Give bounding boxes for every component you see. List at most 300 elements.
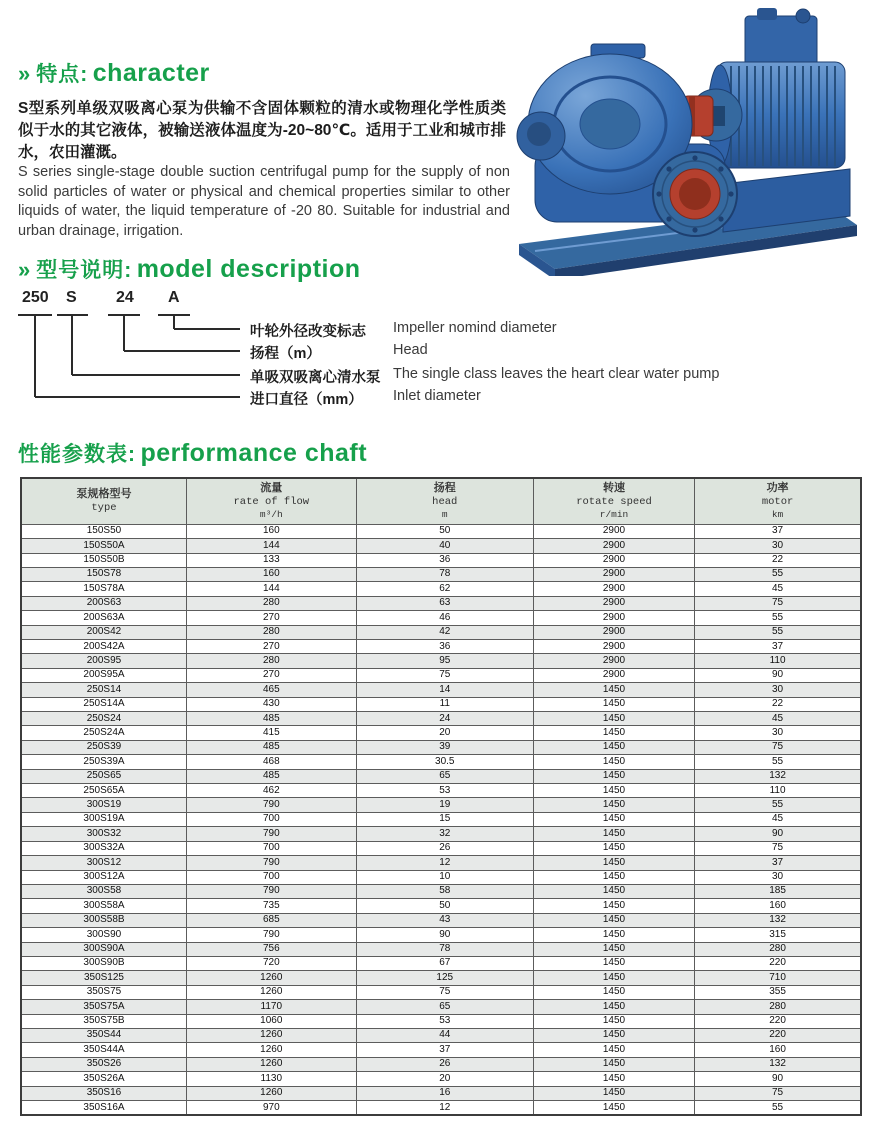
column-header-power bbox=[695, 478, 861, 524]
table-cell: 300S58B bbox=[21, 913, 186, 927]
model-label-row bbox=[250, 342, 870, 363]
table-cell: 1170 bbox=[186, 1000, 356, 1014]
table-cell: 300S19 bbox=[21, 798, 186, 812]
table-cell: 462 bbox=[186, 784, 356, 798]
table-cell: 75 bbox=[356, 985, 533, 999]
table-row bbox=[21, 870, 861, 884]
table-row bbox=[21, 971, 861, 985]
table-cell: 200S42 bbox=[21, 625, 186, 639]
column-label-en: rate of flow bbox=[233, 495, 310, 508]
table-cell: 15 bbox=[356, 812, 533, 826]
table-cell: 37 bbox=[695, 856, 861, 870]
table-cell: 300S32 bbox=[21, 827, 186, 841]
table-cell: 250S65 bbox=[21, 769, 186, 783]
table-cell: 65 bbox=[356, 769, 533, 783]
table-cell: 1260 bbox=[186, 971, 356, 985]
column-header-speed bbox=[533, 478, 694, 524]
table-cell: 1450 bbox=[533, 913, 694, 927]
table-cell: 1130 bbox=[186, 1072, 356, 1086]
table-cell: 20 bbox=[356, 726, 533, 740]
table-cell: 1450 bbox=[533, 812, 694, 826]
table-cell: 1450 bbox=[533, 769, 694, 783]
table-cell: 95 bbox=[356, 654, 533, 668]
table-cell: 430 bbox=[186, 697, 356, 711]
table-cell: 1260 bbox=[186, 1043, 356, 1057]
table-cell: 160 bbox=[186, 524, 356, 538]
table-cell: 150S78A bbox=[21, 582, 186, 596]
table-cell: 300S19A bbox=[21, 812, 186, 826]
table-cell: 1450 bbox=[533, 712, 694, 726]
table-cell: 200S42A bbox=[21, 640, 186, 654]
table-row bbox=[21, 640, 861, 654]
table-cell: 90 bbox=[695, 668, 861, 682]
table-cell: 90 bbox=[356, 928, 533, 942]
section-heading-model-description bbox=[18, 254, 361, 284]
model-label-row bbox=[250, 366, 870, 387]
table-cell: 160 bbox=[695, 899, 861, 913]
table-cell: 110 bbox=[695, 654, 861, 668]
table-cell: 350S16 bbox=[21, 1086, 186, 1100]
model-label-zh: 单吸双吸离心清水泵 bbox=[250, 370, 381, 386]
table-cell: 350S75A bbox=[21, 1000, 186, 1014]
table-cell: 58 bbox=[356, 884, 533, 898]
table-cell: 1450 bbox=[533, 740, 694, 754]
table-cell: 2900 bbox=[533, 625, 694, 639]
pump-motor bbox=[690, 8, 845, 168]
table-cell: 315 bbox=[695, 928, 861, 942]
table-cell: 185 bbox=[695, 884, 861, 898]
table-cell: 700 bbox=[186, 870, 356, 884]
table-row bbox=[21, 985, 861, 999]
table-cell: 1450 bbox=[533, 683, 694, 697]
table-cell: 200S95 bbox=[21, 654, 186, 668]
performance-table-body bbox=[21, 524, 861, 1115]
table-cell: 37 bbox=[695, 640, 861, 654]
column-label-en: motor bbox=[761, 495, 794, 508]
table-row bbox=[21, 1028, 861, 1042]
table-cell: 790 bbox=[186, 827, 356, 841]
table-cell: 300S90B bbox=[21, 956, 186, 970]
column-label-zh: 转速 bbox=[603, 482, 625, 494]
table-cell: 26 bbox=[356, 1057, 533, 1071]
table-cell: 2900 bbox=[533, 567, 694, 581]
column-label-zh: 流量 bbox=[260, 482, 283, 494]
model-label-row bbox=[250, 320, 870, 341]
table-cell: 300S32A bbox=[21, 841, 186, 855]
table-cell: 1450 bbox=[533, 1057, 694, 1071]
table-cell: 355 bbox=[695, 985, 861, 999]
column-label-zh: 扬程 bbox=[433, 482, 456, 494]
table-cell: 790 bbox=[186, 928, 356, 942]
table-cell: 790 bbox=[186, 798, 356, 812]
model-code-diagram bbox=[0, 285, 880, 430]
table-cell: 19 bbox=[356, 798, 533, 812]
table-cell: 1450 bbox=[533, 1014, 694, 1028]
table-cell: 350S125 bbox=[21, 971, 186, 985]
table-cell: 2900 bbox=[533, 640, 694, 654]
table-cell: 270 bbox=[186, 640, 356, 654]
table-cell: 710 bbox=[695, 971, 861, 985]
table-cell: 700 bbox=[186, 841, 356, 855]
table-cell: 1450 bbox=[533, 928, 694, 942]
column-label-en: rotate speed bbox=[576, 495, 652, 508]
table-row bbox=[21, 654, 861, 668]
table-cell: 30 bbox=[695, 539, 861, 553]
table-row bbox=[21, 769, 861, 783]
table-cell: 790 bbox=[186, 856, 356, 870]
table-row bbox=[21, 697, 861, 711]
model-label-en: Inlet diameter bbox=[393, 388, 481, 404]
table-cell: 350S44 bbox=[21, 1028, 186, 1042]
table-cell: 300S58 bbox=[21, 884, 186, 898]
table-cell: 43 bbox=[356, 913, 533, 927]
table-cell: 1450 bbox=[533, 1101, 694, 1116]
table-cell: 1450 bbox=[533, 1000, 694, 1014]
character-paragraph-english: S series single-stage double suction centrifugal pump for the supply of non solid particles of water or physical and chemical properties similar to other liquids of water, the liquid temperature of -20 80. Suitable for industrial and urban drainage, irrigation. bbox=[18, 164, 510, 239]
table-cell: 485 bbox=[186, 740, 356, 754]
table-cell: 250S24 bbox=[21, 712, 186, 726]
chevron-marker-icon: » bbox=[18, 257, 31, 282]
table-cell: 1450 bbox=[533, 985, 694, 999]
table-cell: 53 bbox=[356, 784, 533, 798]
table-row bbox=[21, 668, 861, 682]
table-cell: 700 bbox=[186, 812, 356, 826]
table-cell: 720 bbox=[186, 956, 356, 970]
table-row bbox=[21, 553, 861, 567]
table-row bbox=[21, 1043, 861, 1057]
column-label-zh: 泵规格型号 bbox=[76, 487, 132, 500]
table-cell: 30.5 bbox=[356, 755, 533, 769]
table-cell: 2900 bbox=[533, 582, 694, 596]
table-cell: 350S16A bbox=[21, 1101, 186, 1116]
table-cell: 250S39 bbox=[21, 740, 186, 754]
table-cell: 250S14 bbox=[21, 683, 186, 697]
table-cell: 1450 bbox=[533, 1043, 694, 1057]
table-row bbox=[21, 1057, 861, 1071]
table-cell: 1450 bbox=[533, 870, 694, 884]
table-cell: 160 bbox=[695, 1043, 861, 1057]
table-cell: 132 bbox=[695, 1057, 861, 1071]
table-cell: 1450 bbox=[533, 971, 694, 985]
table-cell: 12 bbox=[356, 856, 533, 870]
section-heading-character bbox=[18, 58, 210, 88]
table-cell: 39 bbox=[356, 740, 533, 754]
table-cell: 12 bbox=[356, 1101, 533, 1116]
table-cell: 250S65A bbox=[21, 784, 186, 798]
table-cell: 50 bbox=[356, 524, 533, 538]
table-cell: 485 bbox=[186, 769, 356, 783]
table-cell: 45 bbox=[695, 812, 861, 826]
table-row bbox=[21, 1014, 861, 1028]
table-cell: 200S63A bbox=[21, 611, 186, 625]
table-cell: 1450 bbox=[533, 956, 694, 970]
table-cell: 150S50A bbox=[21, 539, 186, 553]
table-cell: 132 bbox=[695, 769, 861, 783]
heading-character-zh: 特点: bbox=[36, 63, 89, 86]
table-cell: 50 bbox=[356, 899, 533, 913]
table-cell: 75 bbox=[695, 841, 861, 855]
model-label-en: Head bbox=[393, 342, 428, 358]
table-cell: 300S90A bbox=[21, 942, 186, 956]
table-cell: 55 bbox=[695, 755, 861, 769]
table-cell: 144 bbox=[186, 539, 356, 553]
table-row bbox=[21, 884, 861, 898]
table-cell: 75 bbox=[695, 596, 861, 610]
section-heading-performance bbox=[18, 438, 367, 468]
table-row bbox=[21, 1086, 861, 1100]
model-label-en: The single class leaves the heart clear water pump bbox=[393, 366, 720, 382]
table-cell: 200S95A bbox=[21, 668, 186, 682]
table-row bbox=[21, 841, 861, 855]
table-cell: 44 bbox=[356, 1028, 533, 1042]
model-label-zh: 扬程（m） bbox=[250, 346, 321, 362]
model-code-part-impeller: A bbox=[168, 289, 180, 306]
table-cell: 14 bbox=[356, 683, 533, 697]
table-cell: 1450 bbox=[533, 841, 694, 855]
table-cell: 350S75 bbox=[21, 985, 186, 999]
table-row bbox=[21, 827, 861, 841]
table-row bbox=[21, 582, 861, 596]
table-row bbox=[21, 611, 861, 625]
table-cell: 1450 bbox=[533, 726, 694, 740]
column-unit: km bbox=[771, 508, 784, 520]
table-row bbox=[21, 942, 861, 956]
table-cell: 250S39A bbox=[21, 755, 186, 769]
table-cell: 1450 bbox=[533, 1086, 694, 1100]
table-cell: 36 bbox=[356, 553, 533, 567]
table-cell: 350S44A bbox=[21, 1043, 186, 1057]
table-cell: 220 bbox=[695, 1028, 861, 1042]
table-cell: 2900 bbox=[533, 596, 694, 610]
table-cell: 20 bbox=[356, 1072, 533, 1086]
table-cell: 1260 bbox=[186, 985, 356, 999]
table-cell: 685 bbox=[186, 913, 356, 927]
table-cell: 280 bbox=[695, 1000, 861, 1014]
table-cell: 160 bbox=[186, 567, 356, 581]
table-row bbox=[21, 755, 861, 769]
table-row bbox=[21, 899, 861, 913]
column-label-zh: 功率 bbox=[766, 482, 789, 494]
table-cell: 280 bbox=[186, 596, 356, 610]
table-cell: 1450 bbox=[533, 856, 694, 870]
table-cell: 756 bbox=[186, 942, 356, 956]
table-cell: 2900 bbox=[533, 553, 694, 567]
table-cell: 53 bbox=[356, 1014, 533, 1028]
table-cell: 37 bbox=[695, 524, 861, 538]
table-cell: 32 bbox=[356, 827, 533, 841]
table-cell: 62 bbox=[356, 582, 533, 596]
table-row bbox=[21, 539, 861, 553]
column-header-type bbox=[21, 478, 186, 524]
table-cell: 2900 bbox=[533, 668, 694, 682]
table-cell: 280 bbox=[186, 654, 356, 668]
table-cell: 970 bbox=[186, 1101, 356, 1116]
table-cell: 415 bbox=[186, 726, 356, 740]
column-header-head bbox=[356, 478, 533, 524]
table-cell: 22 bbox=[695, 697, 861, 711]
table-cell: 1450 bbox=[533, 884, 694, 898]
model-label-en: Impeller nomind diameter bbox=[393, 320, 557, 336]
table-cell: 350S75B bbox=[21, 1014, 186, 1028]
column-unit: m³/h bbox=[259, 508, 283, 520]
table-cell: 42 bbox=[356, 625, 533, 639]
table-cell: 300S12 bbox=[21, 856, 186, 870]
table-cell: 2900 bbox=[533, 524, 694, 538]
table-cell: 90 bbox=[695, 827, 861, 841]
table-row bbox=[21, 726, 861, 740]
table-cell: 55 bbox=[695, 798, 861, 812]
table-cell: 300S90 bbox=[21, 928, 186, 942]
suction-flange bbox=[653, 152, 737, 236]
table-cell: 45 bbox=[695, 582, 861, 596]
table-cell: 10 bbox=[356, 870, 533, 884]
heading-performance-en: performance chaft bbox=[140, 439, 368, 467]
table-cell: 30 bbox=[695, 726, 861, 740]
table-cell: 270 bbox=[186, 611, 356, 625]
table-row bbox=[21, 1101, 861, 1116]
heading-model-zh: 型号说明: bbox=[36, 259, 133, 282]
table-cell: 1450 bbox=[533, 1028, 694, 1042]
performance-table-header bbox=[21, 478, 861, 524]
table-cell: 2900 bbox=[533, 539, 694, 553]
table-cell: 250S24A bbox=[21, 726, 186, 740]
table-cell: 735 bbox=[186, 899, 356, 913]
model-label-zh: 进口直径（mm） bbox=[250, 392, 363, 408]
table-row bbox=[21, 956, 861, 970]
table-row bbox=[21, 567, 861, 581]
table-cell: 75 bbox=[356, 668, 533, 682]
table-cell: 1450 bbox=[533, 697, 694, 711]
model-code-part-head: 24 bbox=[116, 289, 134, 306]
table-cell: 37 bbox=[356, 1043, 533, 1057]
character-paragraph-chinese: S型系列单级双吸离心泵为供输不含固体颗粒的清水或物理化学性质类似于水的其它液体，被输送液体温度为-20~80℃。适用于工业和城市排水，农田灌溉。 bbox=[18, 100, 506, 161]
column-header-flow bbox=[186, 478, 356, 524]
table-cell: 220 bbox=[695, 1014, 861, 1028]
heading-performance-zh: 性能参数表: bbox=[18, 443, 136, 466]
model-code-part-series: S bbox=[66, 289, 77, 306]
table-cell: 75 bbox=[695, 1086, 861, 1100]
table-cell: 30 bbox=[695, 683, 861, 697]
table-cell: 465 bbox=[186, 683, 356, 697]
table-cell: 1260 bbox=[186, 1057, 356, 1071]
table-cell: 2900 bbox=[533, 611, 694, 625]
table-cell: 55 bbox=[695, 611, 861, 625]
table-cell: 468 bbox=[186, 755, 356, 769]
table-cell: 125 bbox=[356, 971, 533, 985]
table-row bbox=[21, 625, 861, 639]
table-cell: 350S26A bbox=[21, 1072, 186, 1086]
table-cell: 1450 bbox=[533, 798, 694, 812]
table-cell: 1060 bbox=[186, 1014, 356, 1028]
table-cell: 40 bbox=[356, 539, 533, 553]
table-cell: 26 bbox=[356, 841, 533, 855]
table-cell: 485 bbox=[186, 712, 356, 726]
table-cell: 150S50B bbox=[21, 553, 186, 567]
table-cell: 55 bbox=[695, 567, 861, 581]
table-cell: 24 bbox=[356, 712, 533, 726]
table-cell: 1450 bbox=[533, 899, 694, 913]
heading-model-en: model description bbox=[136, 255, 361, 283]
table-cell: 45 bbox=[695, 712, 861, 726]
table-row bbox=[21, 812, 861, 826]
table-cell: 300S58A bbox=[21, 899, 186, 913]
table-cell: 46 bbox=[356, 611, 533, 625]
table-cell: 280 bbox=[186, 625, 356, 639]
table-row bbox=[21, 683, 861, 697]
chevron-marker-icon: » bbox=[18, 61, 31, 86]
table-cell: 220 bbox=[695, 956, 861, 970]
column-unit: r/min bbox=[599, 508, 629, 520]
table-row bbox=[21, 1072, 861, 1086]
table-cell: 1450 bbox=[533, 1072, 694, 1086]
column-unit: m bbox=[441, 508, 448, 520]
table-cell: 1450 bbox=[533, 942, 694, 956]
table-cell: 1260 bbox=[186, 1086, 356, 1100]
table-cell: 63 bbox=[356, 596, 533, 610]
column-label-en: head bbox=[432, 495, 458, 508]
table-row bbox=[21, 913, 861, 927]
table-row bbox=[21, 740, 861, 754]
table-cell: 270 bbox=[186, 668, 356, 682]
table-cell: 75 bbox=[695, 740, 861, 754]
table-cell: 55 bbox=[695, 625, 861, 639]
table-cell: 280 bbox=[695, 942, 861, 956]
model-label-row bbox=[250, 388, 870, 409]
table-cell: 110 bbox=[695, 784, 861, 798]
table-cell: 300S12A bbox=[21, 870, 186, 884]
table-cell: 350S26 bbox=[21, 1057, 186, 1071]
table-cell: 11 bbox=[356, 697, 533, 711]
table-row bbox=[21, 928, 861, 942]
performance-table bbox=[20, 477, 862, 1116]
table-cell: 1450 bbox=[533, 784, 694, 798]
pump-photo bbox=[505, 4, 877, 276]
table-row bbox=[21, 856, 861, 870]
table-cell: 790 bbox=[186, 884, 356, 898]
model-code-part-inlet: 250 bbox=[22, 289, 49, 306]
table-row bbox=[21, 1000, 861, 1014]
table-cell: 36 bbox=[356, 640, 533, 654]
table-cell: 132 bbox=[695, 913, 861, 927]
table-cell: 144 bbox=[186, 582, 356, 596]
table-cell: 1260 bbox=[186, 1028, 356, 1042]
table-cell: 150S50 bbox=[21, 524, 186, 538]
table-cell: 78 bbox=[356, 942, 533, 956]
table-cell: 150S78 bbox=[21, 567, 186, 581]
table-cell: 55 bbox=[695, 1101, 861, 1116]
table-row bbox=[21, 524, 861, 538]
table-cell: 90 bbox=[695, 1072, 861, 1086]
table-cell: 1450 bbox=[533, 827, 694, 841]
table-cell: 133 bbox=[186, 553, 356, 567]
table-cell: 16 bbox=[356, 1086, 533, 1100]
table-cell: 1450 bbox=[533, 755, 694, 769]
table-row bbox=[21, 712, 861, 726]
table-cell: 78 bbox=[356, 567, 533, 581]
table-row bbox=[21, 784, 861, 798]
table-cell: 67 bbox=[356, 956, 533, 970]
table-cell: 65 bbox=[356, 1000, 533, 1014]
table-cell: 22 bbox=[695, 553, 861, 567]
table-cell: 200S63 bbox=[21, 596, 186, 610]
model-label-zh: 叶轮外径改变标志 bbox=[250, 324, 366, 340]
table-cell: 30 bbox=[695, 870, 861, 884]
heading-character-en: character bbox=[92, 59, 210, 87]
table-cell: 2900 bbox=[533, 654, 694, 668]
table-cell: 250S14A bbox=[21, 697, 186, 711]
table-row bbox=[21, 596, 861, 610]
column-label-en: type bbox=[91, 501, 117, 514]
